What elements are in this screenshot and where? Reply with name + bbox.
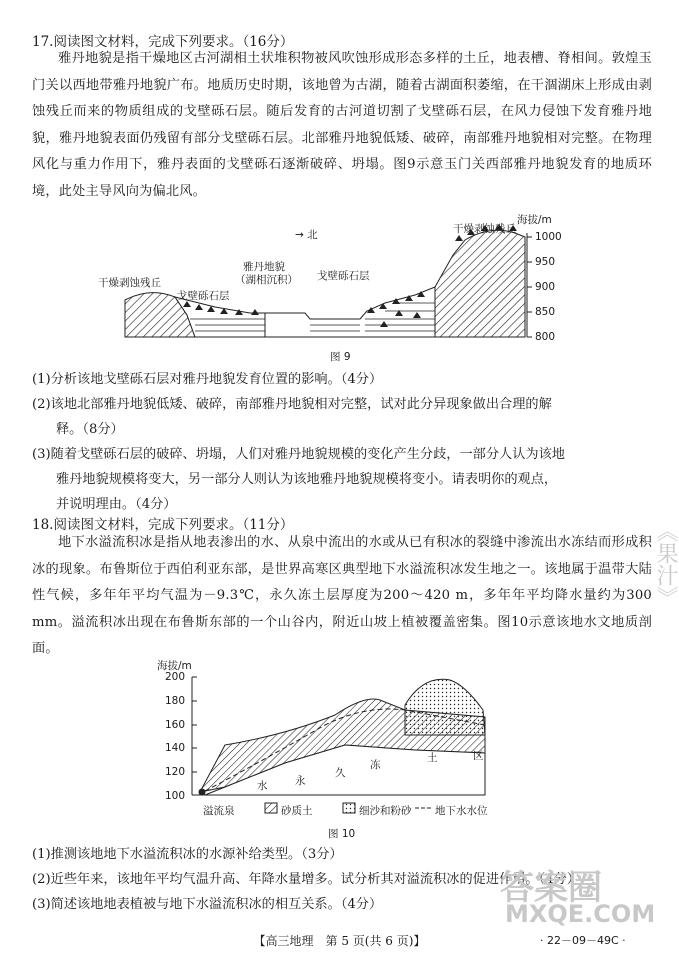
figure-10-caption: 图 10: [328, 828, 356, 840]
tick-label: 800: [535, 331, 556, 343]
q18-title: 18.阅读图文材料，完成下列要求。（11分）: [32, 517, 294, 533]
spring-label: 溢流泉: [203, 805, 235, 817]
q18-question: (2)近些年来，该地年平均气温升高、年降水量增多。试分析其对溢流积冰的促进作用。（4分）: [32, 872, 580, 887]
q17-paragraph: 雅丹地貌是指干燥地区古河湖相土状堆积物被风吹蚀形成形态多样的土丘，地表槽、脊相间。敦煌玉门关以西地带雅丹地貌广布。地质历史时期，该地曾为古湖，随着古湖面积萎缩，在干涸湖床上形成由剥蚀残丘而来的物质组成的戈壁砾石层。随后发育的古河道切割了戈壁砾石层，在风力侵蚀下发育雅丹地貌，雅丹地貌表面仍残留有部分戈壁砾石层。北部雅丹地貌低矮、破碎，南部雅丹地貌相对完整。在物理风化与重力作用下，雅丹表面的戈壁砾石逐渐破碎、坍塌。图9示意玉门关西部雅丹地貌发育的地质环境，此处主导风向为偏北风。: [32, 51, 652, 199]
altitude-axis-label: 海拔/m: [517, 214, 552, 226]
legend-water-table: 地下水水位: [435, 805, 488, 817]
tick-label: 1000: [535, 231, 562, 243]
tick-label: 180: [165, 695, 186, 707]
q17-question: (3)随着戈壁砾石层的破碎、坍塌，人们对雅丹地貌规模的变化产生分歧，一部分人认为该地: [32, 447, 565, 462]
right-hill-label: 干燥剥蚀残丘: [453, 223, 516, 235]
q17-question: 释。（8分）: [56, 422, 124, 437]
permafrost-label: 冻: [370, 759, 381, 771]
permafrost-label: 永: [295, 775, 306, 787]
permafrost-label: 区: [473, 750, 484, 762]
tick-label: 140: [165, 742, 186, 754]
q17-questions: [32, 367, 652, 517]
right-gravel-label: 戈壁砾石层: [317, 270, 370, 282]
q17-question: (1)分析该地戈壁砾石层对雅丹地貌发育位置的影响。（4分）: [32, 372, 383, 387]
north-arrow-label: → 北: [295, 229, 318, 241]
left-gravel-label: 戈壁砾石层: [177, 290, 230, 302]
altitude-axis-label: 海拔/m: [157, 660, 192, 672]
exam-code: · 22－09－49C ·: [540, 934, 626, 947]
tick-label: 160: [165, 719, 186, 731]
figure-9-caption: 图 9: [330, 351, 351, 363]
left-hill-label: 干燥剥蚀残丘: [98, 277, 161, 289]
tick-label: 120: [165, 766, 186, 778]
page-footer: 【高三地理 第 5 页(共 6 页)】: [253, 934, 426, 948]
tick-label: 200: [165, 671, 186, 683]
figure-10: [157, 655, 505, 825]
permafrost-label: 土: [427, 752, 438, 764]
q17-title: 17.阅读图文材料，完成下列要求。（16分）: [32, 34, 294, 50]
legend-sandy-soil: 砂质土: [281, 805, 313, 817]
right-hill-shape: [435, 230, 525, 337]
q18-paragraph: 地下水溢流积冰是指从地表渗出的水、从泉中流出的水或从已有积冰的裂缝中渗流出水冻结而形成积冰的现象。布鲁斯位于西伯利亚东部，是世界高寒区典型地下水溢流积冰发生地之一。该地属于温带大陆性气候，多年年平均气温为－9.3℃，永久冻土层厚度为200～420 m，多年年平均降水量约为300 mm。溢流积冰出现在布鲁斯东部的一个山谷内，附近山坡上植被覆盖密集。图10示意该地水文地质剖面。: [32, 535, 652, 656]
tick-label: 950: [535, 256, 556, 268]
bottom-watermark: 答案圈: [500, 868, 602, 908]
q17-question: 雅丹地貌规模将变大，另一部分人则认为该地雅丹地貌规模将变小。请表明你的观点，: [56, 472, 558, 487]
permafrost-label: 久: [335, 767, 346, 779]
q18-question: (1)推测该地地下水溢流积冰的水源补给类型。（3分）: [32, 847, 343, 862]
q17-question: (2)该地北部雅丹地貌低矮、破碎，南部雅丹地貌相对完整，试对此分异现象做出合理的解: [32, 397, 552, 412]
q18-question: (3)简述该地地表植被与地下水溢流积冰的相互关系。（4分）: [32, 897, 383, 912]
tick-label: 900: [535, 281, 556, 293]
yardang-sub-label: （湖相沉积）: [235, 274, 298, 286]
spring-dot: [199, 789, 206, 796]
water-label: 水: [257, 780, 268, 792]
tick-label: 850: [535, 306, 556, 318]
figure-9: [95, 215, 565, 345]
bottom-watermark-url: MXQE.COM: [505, 900, 656, 928]
tick-label: 100: [165, 790, 186, 802]
legend-fine-sand: 细沙和粉砂: [359, 805, 412, 817]
q17-question: 并说明理由。（4分）: [56, 497, 177, 512]
side-watermark: 《果汁》: [653, 520, 678, 608]
yardang-label: 雅丹地貌: [243, 261, 285, 273]
